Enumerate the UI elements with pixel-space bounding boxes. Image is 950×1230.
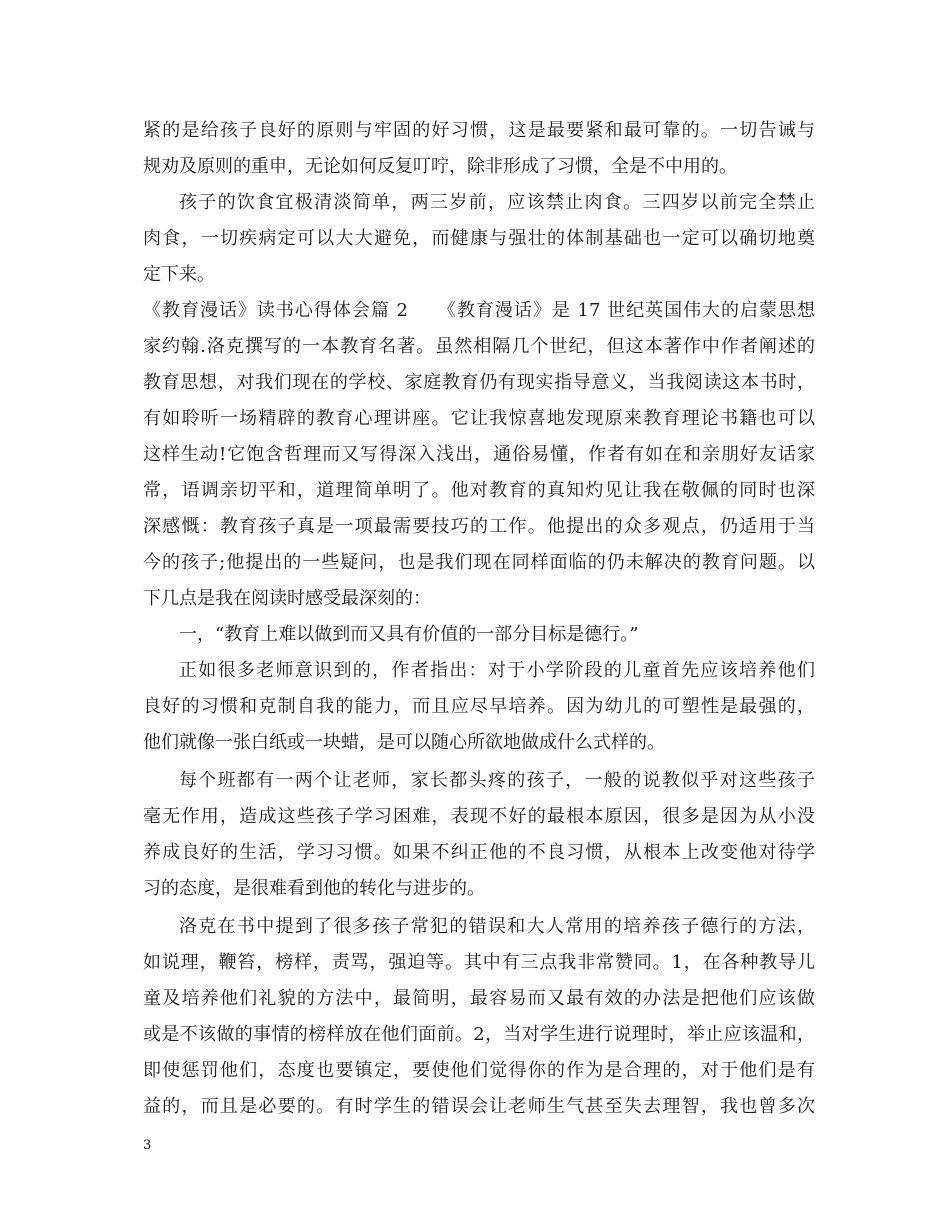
text-line: 良好的习惯和克制自我的能力，而且应尽早培养。因为幼儿的可塑性是最强的， — [143, 696, 815, 717]
text-line: 孩子的饮食宜极清淡简单，两三岁前，应该禁止肉食。三四岁以前完全禁止 — [179, 192, 815, 213]
text-line: 常，语调亲切平和，道理简单明了。他对教育的真知灼见让我在敬佩的同时也深 — [143, 480, 815, 501]
text-line: 深感慨：教育孩子真是一项最需要技巧的工作。他提出的众多观点，仍适用于当 — [143, 516, 815, 537]
text-line: 教育思想，对我们现在的学校、家庭教育仍有现实指导意义，当我阅读这本书时， — [143, 372, 815, 393]
text-line: 益的，而且是必要的。有时学生的错误会让老师生气甚至失去理智，我也曾多次 — [143, 1096, 815, 1117]
text-line: 今的孩子;他提出的一些疑问，也是我们现在同样面临的仍未解决的教育问题。以 — [143, 552, 815, 573]
text-line: 这样生动!它饱含哲理而又写得深入浅出，通俗易懂，作者有如在和亲朋好友话家 — [143, 444, 815, 465]
text-line: 每个班都有一两个让老师，家长都头疼的孩子，一般的说教似乎对这些孩子 — [179, 770, 815, 791]
text-line: 洛克在书中提到了很多孩子常犯的错误和大人常用的培养孩子德行的方法， — [179, 916, 815, 937]
page-number: 3 — [143, 1138, 152, 1153]
text-line: 定下来。 — [143, 264, 215, 285]
text-line: 养成良好的生活，学习习惯。如果不纠正他的不良习惯，从根本上改变他对待学 — [143, 842, 815, 863]
text-line: 《教育漫话》读书心得体会篇 2 《教育漫话》是 17 世纪英国伟大的启蒙思想 — [143, 300, 815, 321]
text-line: 下几点是我在阅读时感受最深刻的： — [143, 588, 431, 609]
text-line: 即使惩罚他们，态度也要镇定，要使他们觉得你的作为是合理的，对于他们是有 — [143, 1060, 815, 1081]
text-line: 如说理，鞭笞，榜样，责骂，强迫等。其中有三点我非常赞同。1，在各种教导儿 — [143, 952, 815, 973]
text-line: 家约翰.洛克撰写的一本教育名著。虽然相隔几个世纪，但这本著作中作者阐述的 — [143, 336, 815, 357]
text-line: 规劝及原则的重申，无论如何反复叮咛，除非形成了习惯，全是不中用的。 — [143, 156, 737, 177]
text-line: 或是不该做的事情的榜样放在他们面前。2，当对学生进行说理时，举止应该温和， — [143, 1024, 815, 1045]
section-heading: 一，“教育上难以做到而又具有价值的一部分目标是德行。” — [179, 624, 639, 645]
text-line: 正如很多老师意识到的，作者指出：对于小学阶段的儿童首先应该培养他们 — [179, 660, 815, 681]
text-line: 他们就像一张白纸或一块蜡，是可以随心所欲地做成什么式样的。 — [143, 732, 665, 753]
text-line: 紧的是给孩子良好的原则与牢固的好习惯，这是最要紧和最可靠的。一切告诫与 — [143, 120, 815, 141]
text-line: 肉食，一切疾病定可以大大避免，而健康与强壮的体制基础也一定可以确切地奠 — [143, 228, 815, 249]
text-line: 有如聆听一场精辟的教育心理讲座。它让我惊喜地发现原来教育理论书籍也可以 — [143, 408, 815, 429]
text-line: 童及培养他们礼貌的方法中，最简明，最容易而又最有效的办法是把他们应该做 — [143, 988, 815, 1009]
text-line: 毫无作用，造成这些孩子学习困难，表现不好的最根本原因，很多是因为从小没 — [143, 806, 815, 827]
text-line: 习的态度，是很难看到他的转化与进步的。 — [143, 878, 485, 899]
